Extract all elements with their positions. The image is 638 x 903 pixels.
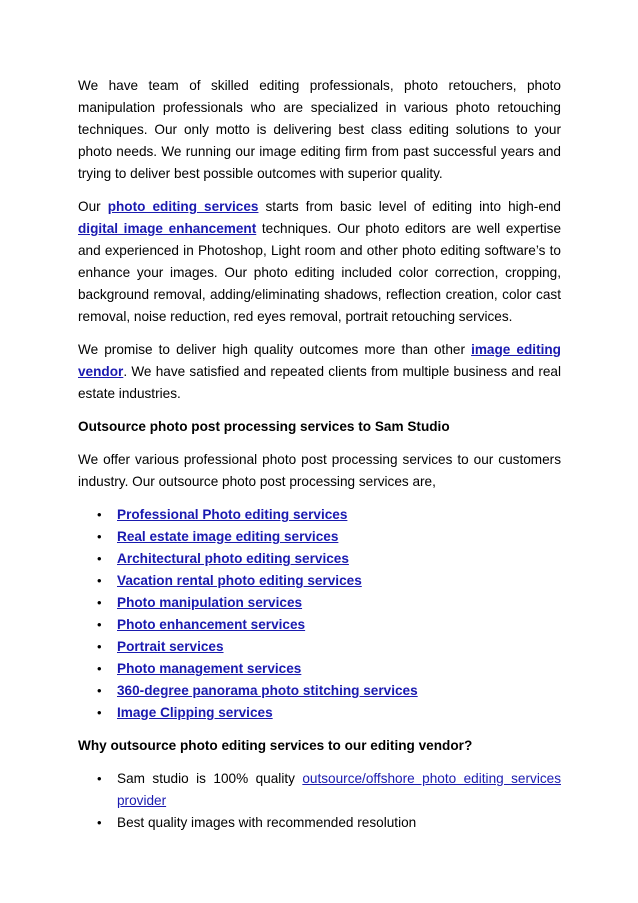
service-link[interactable]: 360-degree panorama photo stitching services xyxy=(117,683,418,698)
promise-paragraph xyxy=(78,339,561,405)
list-item-text: Best quality images with recommended resolution xyxy=(117,815,417,830)
list-item xyxy=(78,526,561,548)
paragraph-text: Our xyxy=(78,199,108,214)
service-link[interactable]: Professional Photo editing services xyxy=(117,507,348,522)
bullet-icon: • xyxy=(97,551,102,566)
digital-image-enhancement-link[interactable]: digital image enhancement xyxy=(78,221,257,236)
service-link[interactable]: Photo management services xyxy=(117,661,302,676)
paragraph-text: We promise to deliver high quality outcomes more than other xyxy=(78,342,472,357)
bullet-icon: • xyxy=(97,617,102,632)
paragraph-text: starts from basic level of editing into high-end xyxy=(258,199,561,214)
list-item xyxy=(78,548,561,570)
section-heading-why: Why outsource photo editing services to our editing vendor? xyxy=(78,738,473,753)
why-list xyxy=(78,768,561,834)
list-item xyxy=(78,680,561,702)
list-item xyxy=(78,592,561,614)
bullet-icon: • xyxy=(97,705,102,720)
list-item-text: Sam studio is 100% quality xyxy=(117,771,303,786)
services-description-paragraph xyxy=(78,196,561,328)
bullet-icon: • xyxy=(97,639,102,654)
services-list xyxy=(78,504,561,724)
service-link[interactable]: Vacation rental photo editing services xyxy=(117,573,362,588)
paragraph-text: . We have satisfied and repeated clients from multiple business and real estate industries. xyxy=(78,364,561,401)
service-link[interactable]: Portrait services xyxy=(117,639,224,654)
paragraph-text: techniques. Our photo editors are well expertise and experienced in Photoshop, Light room and other photo editing software’s to enhance your images. Our photo editing included color correction, cropping, background removal, adding/eliminating shadows, reflection creation, color cast removal, noise reduction, red eyes removal, portrait retouching services. xyxy=(78,221,562,324)
bullet-icon: • xyxy=(97,595,102,610)
list-item xyxy=(78,504,561,526)
image-editing-vendor-link[interactable]: image editing vendor xyxy=(78,342,561,379)
list-item xyxy=(78,702,561,724)
service-link[interactable]: Photo enhancement services xyxy=(117,617,306,632)
bullet-icon: • xyxy=(97,661,102,676)
list-item xyxy=(78,570,561,592)
list-item xyxy=(78,768,561,812)
list-item xyxy=(78,614,561,636)
service-link[interactable]: Photo manipulation services xyxy=(117,595,303,610)
service-link[interactable]: Image Clipping services xyxy=(117,705,273,720)
photo-editing-services-link[interactable]: photo editing services xyxy=(107,199,259,214)
list-item xyxy=(78,658,561,680)
service-link[interactable]: Architectural photo editing services xyxy=(117,551,349,566)
bullet-icon: • xyxy=(97,683,102,698)
offshore-provider-link[interactable]: outsource/offshore photo editing services provider xyxy=(117,771,561,808)
bullet-icon: • xyxy=(97,771,102,786)
bullet-icon: • xyxy=(97,815,102,830)
intro-paragraph: We have team of skilled editing professionals, photo retouchers, photo manipulation professionals who are specialized in various photo retouching techniques. Our only motto is delivering best class editing solutions to your photo needs. We running our image editing firm from past successful years and trying to deliver best possible outcomes with superior quality. xyxy=(78,78,561,181)
bullet-icon: • xyxy=(97,507,102,522)
section-heading-outsource: Outsource photo post processing services to Sam Studio xyxy=(78,419,450,434)
bullet-icon: • xyxy=(97,573,102,588)
list-item xyxy=(78,812,561,834)
bullet-icon: • xyxy=(97,529,102,544)
service-link[interactable]: Real estate image editing services xyxy=(117,529,339,544)
list-item xyxy=(78,636,561,658)
offer-paragraph: We offer various professional photo post processing services to our customers industry. Our outsource photo post processing services are, xyxy=(78,452,561,489)
